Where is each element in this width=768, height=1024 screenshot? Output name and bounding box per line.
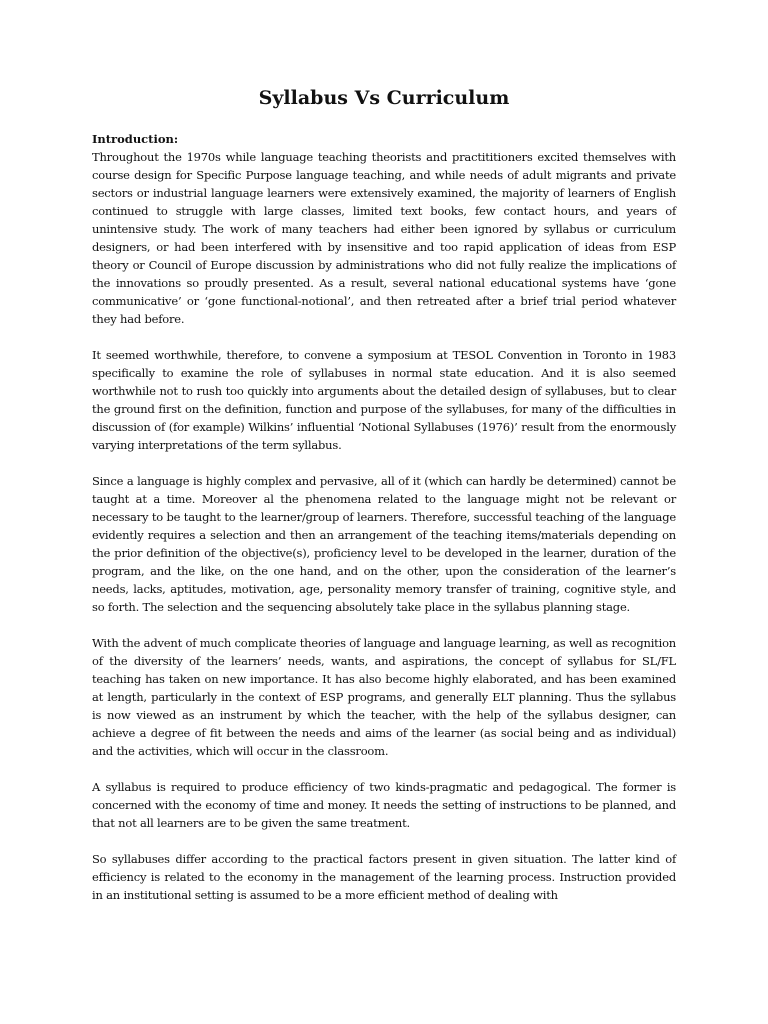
paragraph-6: So syllabuses differ according to the practical factors present in given situation. The latter kind of efficiency is related to the economy in the management of the learning process. Instruction provided in an institutional setting is assumed to be a more efficient method of dealing with xyxy=(92,852,676,902)
paragraph-1: Throughout the 1970s while language teaching theorists and practititioners excited themselves with course design for Specific Purpose language teaching, and while needs of adult migrants and private sectors or industrial language learners were extensively examined, the majority of learners of English continued to struggle with large classes, limited text books, few contact hours, and years of unintensive study. The work of many teachers had either been ignored by syllabus or curriculum designers, or had been interfered with by insensitive and too rapid application of ideas from ESP theory or Council of Europe discussion by administrations who did not fully realize the implications of the innovations so proudly presented. As a result, several national educational systems have ‘gone communicative’ or ‘gone functional-notional’, and then retreated after a brief trial period whatever they had before. xyxy=(92,150,676,326)
section-heading-introduction: Introduction: xyxy=(92,132,179,146)
paragraph-3: Since a language is highly complex and pervasive, all of it (which can hardly be determined) cannot be taught at a time. Moreover al the phenomena related to the language might not be relevant or necessary to be taught to the learner/group of learners. Therefore, successful teaching of the language evidently requires a selection and then an arrangement of the teaching items/materials depending on the prior definition of the objective(s), proficiency level to be developed in the learner, duration of the program, and the like, on the one hand, and on the other, upon the consideration of the learner’s needs, lacks, aptitudes, motivation, age, personality memory transfer of training, cognitive style, and so forth. The selection and the sequencing absolutely take place in the syllabus planning stage. xyxy=(92,474,676,614)
paragraph-5: A syllabus is required to produce efficiency of two kinds-pragmatic and pedagogical. The former is concerned with the economy of time and money. It needs the setting of instructions to be planned, and that not all learners are to be given the same treatment. xyxy=(92,780,676,830)
paragraph-2: It seemed worthwhile, therefore, to convene a symposium at TESOL Convention in Toronto in 1983 specifically to examine the role of syllabuses in normal state education. And it is also seemed worthwhile not to rush too quickly into arguments about the detailed design of syllabuses, but to clear the ground first on the definition, function and purpose of the syllabuses, for many of the difficulties in discussion of (for example) Wilkins’ influential ‘Notional Syllabuses (1976)’ result from the enormously varying interpretations of the term syllabus. xyxy=(92,348,676,452)
document-page xyxy=(92,86,676,922)
document-title: Syllabus Vs Curriculum xyxy=(258,87,510,109)
paragraph-4: With the advent of much complicate theories of language and language learning, as well as recognition of the diversity of the learners’ needs, wants, and aspirations, the concept of syllabus for SL/FL teaching has taken on new importance. It has also become highly elaborated, and has been examined at length, particularly in the context of ESP programs, and generally ELT planning. Thus the syllabus is now viewed as an instrument by which the teacher, with the help of the syllabus designer, can achieve a degree of fit between the needs and aims of the learner (as social being and as individual) and the activities, which will occur in the classroom. xyxy=(92,636,676,758)
